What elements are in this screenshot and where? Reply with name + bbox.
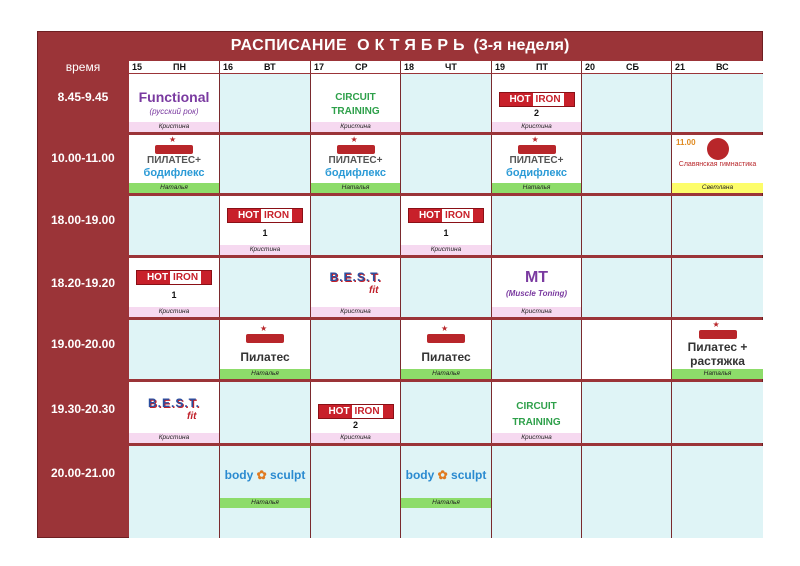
- class-title: ПИЛАТЕС+: [147, 155, 201, 166]
- instructor-label: Светлана: [672, 183, 763, 193]
- empty-cell: [672, 446, 763, 538]
- class-pilates-stretching[interactable]: [672, 320, 763, 379]
- time-label: 19.30-20.30: [50, 402, 116, 416]
- class-time: 11.00: [676, 138, 696, 147]
- time-label: 20.00-21.00: [50, 466, 116, 480]
- class-title: CIRCUIT: [516, 401, 557, 412]
- class-title: CIRCUIT: [335, 92, 376, 103]
- class-title: Functional: [138, 89, 210, 105]
- instructor-label: Наталья: [401, 498, 491, 508]
- pilates-logo-icon: [427, 334, 465, 343]
- empty-cell: [129, 320, 220, 379]
- day-name: ЧТ: [445, 62, 457, 72]
- day-name: СР: [355, 62, 368, 72]
- body-sculpt-logo: [220, 468, 310, 482]
- class-title: Пилатес: [421, 350, 471, 364]
- logo-text: IRON: [170, 271, 201, 284]
- pilates-logo-icon: [337, 145, 375, 154]
- day-header-mon: [129, 61, 220, 73]
- day-num: 20: [585, 62, 596, 72]
- hot-iron-logo: [318, 404, 394, 419]
- logo-text: IRON: [261, 209, 292, 222]
- class-hot-iron[interactable]: [401, 196, 492, 255]
- class-title: бодифлекс: [325, 167, 386, 179]
- fit-logo: fit: [187, 411, 197, 422]
- day-num: 16: [223, 62, 234, 72]
- empty-cell: [672, 74, 763, 132]
- class-title: ПИЛАТЕС+: [328, 155, 383, 166]
- time-label: 8.45-9.45: [57, 90, 109, 104]
- empty-cell: [672, 258, 763, 317]
- hot-iron-logo: [136, 270, 212, 285]
- instructor-label: Наталья: [220, 498, 310, 508]
- instructor-label: Кристина: [220, 245, 310, 255]
- hot-iron-logo: [408, 208, 484, 223]
- empty-cell: [672, 196, 763, 255]
- time-label: 18.00-19.00: [50, 213, 116, 227]
- instructor-label: Наталья: [672, 369, 763, 379]
- schedule-sheet: [37, 31, 763, 538]
- logo-text: sculpt: [270, 468, 306, 482]
- logo-text: HOT: [146, 272, 169, 283]
- time-label: 10.00-11.00: [51, 151, 115, 165]
- class-title: Пилатес +: [687, 340, 748, 354]
- day-header-fri: [492, 61, 582, 73]
- instructor-label: Кристина: [401, 245, 491, 255]
- sculpt-figure-icon: ✿: [256, 468, 267, 482]
- class-title: MT: [524, 269, 549, 286]
- instructor-label: Наталья: [492, 183, 581, 193]
- class-body-sculpt[interactable]: [220, 446, 311, 538]
- class-muscle-toning[interactable]: [492, 258, 582, 317]
- logo-text: HOT: [509, 94, 531, 105]
- class-number: 1: [262, 228, 268, 238]
- empty-cell: [129, 446, 220, 538]
- class-slavic-gymnastics[interactable]: [672, 135, 763, 193]
- body-sculpt-logo: [401, 468, 491, 482]
- class-best-fit[interactable]: [129, 382, 220, 443]
- class-body-sculpt[interactable]: [401, 446, 492, 538]
- class-hot-iron[interactable]: [311, 382, 401, 443]
- pilates-logo-icon: [518, 145, 556, 154]
- empty-cell: [220, 258, 311, 317]
- logo-text: sculpt: [451, 468, 487, 482]
- empty-cell: [129, 196, 220, 255]
- logo-text: HOT: [328, 406, 350, 417]
- empty-cell: [582, 446, 672, 538]
- day-name: ВС: [716, 62, 729, 72]
- logo-text: IRON: [442, 209, 473, 222]
- hot-iron-logo: [227, 208, 303, 223]
- class-title: ПИЛАТЕС+: [509, 155, 564, 166]
- instructor-label: Кристина: [129, 433, 219, 443]
- day-name: ПН: [173, 62, 186, 72]
- class-title: растяжка: [690, 354, 745, 368]
- class-title: бодифлекс: [143, 167, 205, 179]
- class-hot-iron[interactable]: [220, 196, 311, 255]
- class-best-fit[interactable]: [311, 258, 401, 317]
- day-header-sun: [672, 61, 763, 73]
- class-circuit-training[interactable]: [311, 74, 401, 132]
- instructor-label: Кристина: [129, 122, 219, 132]
- empty-cell: [401, 74, 492, 132]
- schedule-title: [38, 32, 762, 60]
- instructor-label: Кристина: [311, 122, 400, 132]
- best-logo: B.E.S.T.: [329, 270, 382, 284]
- pilates-logo-icon: [699, 330, 737, 339]
- title-part-3: (3-я неделя): [473, 37, 570, 54]
- class-pilates-bodyflex[interactable]: [311, 135, 401, 193]
- day-num: 19: [495, 62, 506, 72]
- empty-cell: [492, 320, 582, 379]
- class-functional[interactable]: [129, 74, 220, 132]
- time-column-header: время: [65, 60, 101, 74]
- tree-logo-icon: [707, 138, 729, 160]
- logo-text: IRON: [352, 405, 383, 418]
- time-label: 19.00-20.00: [50, 337, 116, 351]
- empty-cell: [582, 74, 672, 132]
- class-circuit-training[interactable]: [492, 382, 582, 443]
- class-title: TRAINING: [331, 106, 380, 117]
- empty-cell: [220, 135, 311, 193]
- day-name: СБ: [626, 62, 639, 72]
- time-label: 18.20-19.20: [50, 276, 116, 290]
- day-num: 17: [314, 62, 325, 72]
- empty-cell: [672, 382, 763, 443]
- empty-cell: [311, 320, 401, 379]
- day-header-thu: [401, 61, 492, 73]
- class-pilates-bodyflex[interactable]: [492, 135, 582, 193]
- fit-logo: fit: [369, 285, 379, 296]
- instructor-label: Наталья: [311, 183, 400, 193]
- class-hot-iron[interactable]: [129, 258, 220, 317]
- logo-text: HOT: [237, 210, 260, 221]
- title-part-2: ОКТЯБРЬ: [357, 37, 470, 54]
- empty-cell: [401, 135, 492, 193]
- instructor-label: Кристина: [492, 122, 581, 132]
- instructor-label: Кристина: [492, 307, 581, 317]
- empty-cell: [492, 196, 582, 255]
- class-number: 1: [171, 290, 177, 300]
- empty-cell: [582, 258, 672, 317]
- empty-cell: [311, 196, 401, 255]
- class-title: бодифлекс: [506, 167, 567, 179]
- day-header-tue: [220, 61, 311, 73]
- day-header-wed: [311, 61, 401, 73]
- instructor-label: Кристина: [129, 307, 219, 317]
- sculpt-figure-icon: ✿: [437, 468, 448, 482]
- logo-text: body: [405, 468, 435, 482]
- day-num: 18: [404, 62, 415, 72]
- pilates-logo-icon: [155, 145, 193, 154]
- class-pilates[interactable]: [401, 320, 492, 379]
- class-title: Славянская гимнастика: [678, 161, 757, 168]
- instructor-label: Кристина: [492, 433, 581, 443]
- class-number: 2: [352, 420, 358, 430]
- day-name: ВТ: [264, 62, 276, 72]
- empty-cell: [492, 446, 582, 538]
- class-subtitle: (русский рок): [149, 107, 199, 116]
- class-pilates-bodyflex[interactable]: [129, 135, 220, 193]
- instructor-label: Наталья: [220, 369, 310, 379]
- empty-cell: [401, 258, 492, 317]
- empty-cell: [582, 320, 672, 379]
- empty-cell: [582, 382, 672, 443]
- class-title: TRAINING: [512, 417, 561, 428]
- empty-cell: [401, 382, 492, 443]
- empty-cell: [311, 446, 401, 538]
- class-subtitle: (Muscle Toning): [505, 289, 568, 298]
- class-number: 2: [533, 108, 539, 118]
- class-pilates[interactable]: [220, 320, 311, 379]
- empty-cell: [582, 135, 672, 193]
- best-logo: B.E.S.T.: [147, 396, 201, 410]
- instructor-label: Кристина: [311, 433, 400, 443]
- class-title: Пилатес: [240, 350, 290, 364]
- logo-text: HOT: [418, 210, 441, 221]
- day-num: 21: [675, 62, 686, 72]
- day-num: 15: [132, 62, 143, 72]
- instructor-label: Наталья: [129, 183, 219, 193]
- hot-iron-logo: [499, 92, 575, 107]
- empty-cell: [220, 74, 311, 132]
- empty-cell: [220, 382, 311, 443]
- title-part-1: РАСПИСАНИЕ: [230, 37, 348, 54]
- logo-text: body: [224, 468, 254, 482]
- instructor-label: Наталья: [401, 369, 491, 379]
- logo-text: IRON: [533, 93, 564, 106]
- instructor-label: Кристина: [311, 307, 400, 317]
- day-header-sat: [582, 61, 672, 73]
- pilates-logo-icon: [246, 334, 284, 343]
- class-number: 1: [443, 228, 449, 238]
- empty-cell: [582, 196, 672, 255]
- day-name: ПТ: [536, 62, 548, 72]
- class-hot-iron[interactable]: [492, 74, 582, 132]
